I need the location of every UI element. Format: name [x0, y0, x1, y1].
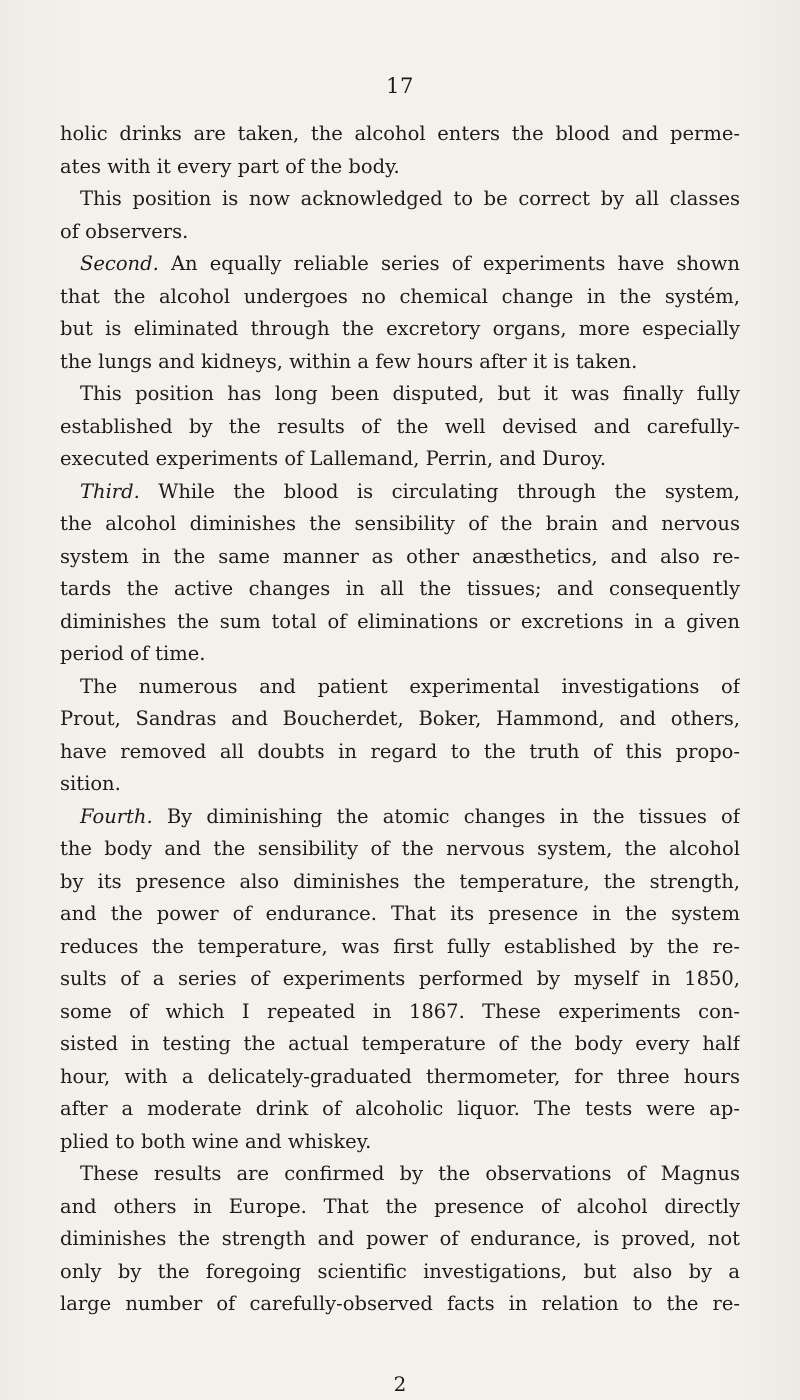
- line-text: have removed all doubts in regard to the truth of this propo-: [60, 739, 740, 763]
- text-line: [60, 378, 740, 411]
- text-line: [60, 736, 740, 769]
- line-text: but is eliminated through the excretory organs, more especially: [60, 317, 740, 340]
- text-line: [60, 1158, 740, 1191]
- text-line: [60, 866, 740, 899]
- text-line: [60, 768, 740, 801]
- line-text: established by the results of the well devised and carefully-: [60, 414, 740, 438]
- text-line: [60, 151, 740, 184]
- line-text: period of time.: [60, 642, 206, 665]
- line-text: tards the active changes in all the tissues; and consequently: [60, 577, 740, 600]
- line-text: and others in Europe. That the presence of alcohol directly: [60, 1194, 740, 1218]
- line-text: ates with it every part of the body.: [60, 154, 400, 178]
- text-line: [60, 1288, 740, 1321]
- text-line: [60, 1061, 740, 1094]
- line-text: hour, with a delicately-graduated thermometer, for three hours: [60, 1064, 740, 1088]
- line-text: the lungs and kidneys, within a few hours after it is taken.: [60, 349, 638, 373]
- line-text: This position is now acknowledged to be correct by all classes: [80, 187, 740, 210]
- text-line: [60, 443, 740, 476]
- line-text: that the alcohol undergoes no chemical change in the systém,: [60, 284, 740, 308]
- text-line: [60, 833, 740, 866]
- text-line: [60, 606, 740, 639]
- line-text: While the blood is circulating through the system,: [139, 479, 740, 503]
- line-text: reduces the temperature, was first fully established by the re-: [60, 934, 740, 958]
- line-text: The numerous and patient experimental investigations of: [80, 674, 740, 698]
- section-heading: Second.: [80, 252, 159, 275]
- signature-mark: 2: [393, 1372, 407, 1396]
- text-line: [60, 1093, 740, 1126]
- body-text: [60, 118, 740, 1321]
- text-line: [60, 931, 740, 964]
- line-text: diminishes the sum total of eliminations or excretions in a given: [60, 609, 740, 633]
- line-text: large number of carefully-observed facts in relation to the re-: [60, 1292, 740, 1315]
- text-line: [60, 703, 740, 736]
- line-text: Prout, Sandras and Boucherdet, Boker, Hammond, and others,: [60, 707, 740, 730]
- text-line: [60, 541, 740, 574]
- line-text: executed experiments of Lallemand, Perrin, and Duroy.: [60, 447, 607, 470]
- page-number: 17: [386, 74, 414, 98]
- line-text: and the power of endurance. That its presence in the system: [60, 902, 740, 925]
- section-heading: Third.: [80, 479, 140, 503]
- line-text: the body and the sensibility of the nervous system, the alcohol: [60, 837, 740, 860]
- text-line: [60, 118, 740, 151]
- text-line: [60, 1223, 740, 1256]
- line-text: after a moderate drink of alcoholic liquor. The tests were ap-: [60, 1097, 740, 1120]
- section-heading: Fourth.: [80, 804, 153, 828]
- line-text: system in the same manner as other anæsthetics, and also re-: [60, 544, 740, 568]
- text-line: [60, 671, 740, 704]
- line-text: sisted in testing the actual temperature of the body every half: [60, 1032, 740, 1055]
- text-line: [60, 638, 740, 671]
- line-text: only by the foregoing scientific investigations, but also by a: [60, 1259, 740, 1283]
- text-line: [60, 313, 740, 346]
- line-text: plied to both wine and whiskey.: [60, 1129, 372, 1153]
- line-text: holic drinks are taken, the alcohol enters the blood and perme-: [60, 122, 740, 145]
- text-line: [60, 346, 740, 379]
- text-line: [60, 996, 740, 1029]
- line-text: By diminishing the atomic changes in the tissues of: [152, 804, 740, 828]
- text-line: [60, 801, 740, 834]
- text-line: [60, 1256, 740, 1289]
- text-line: [60, 248, 740, 281]
- line-text: diminishes the strength and power of endurance, is proved, not: [60, 1227, 740, 1250]
- line-text: the alcohol diminishes the sensibility of the brain and nervous: [60, 512, 740, 535]
- text-line: [60, 508, 740, 541]
- text-line: [60, 216, 740, 249]
- text-line: [60, 898, 740, 931]
- text-line: [60, 281, 740, 314]
- text-line: [60, 411, 740, 444]
- line-text: sults of a series of experiments performed by myself in 1850,: [60, 967, 740, 990]
- text-line: [60, 476, 740, 509]
- text-line: [60, 1028, 740, 1061]
- text-line: [60, 183, 740, 216]
- text-line: [60, 1126, 740, 1159]
- line-text: This position has long been disputed, but it was finally fully: [80, 382, 740, 405]
- text-line: [60, 963, 740, 996]
- text-line: [60, 1191, 740, 1224]
- line-text: sition.: [60, 772, 121, 795]
- line-text: An equally reliable series of experiments have shown: [158, 252, 740, 275]
- line-text: some of which I repeated in 1867. These experiments con-: [60, 999, 740, 1023]
- line-text: These results are confirmed by the observations of Magnus: [80, 1162, 740, 1185]
- line-text: by its presence also diminishes the temperature, the strength,: [60, 869, 740, 893]
- line-text: of observers.: [60, 219, 189, 243]
- text-line: [60, 573, 740, 606]
